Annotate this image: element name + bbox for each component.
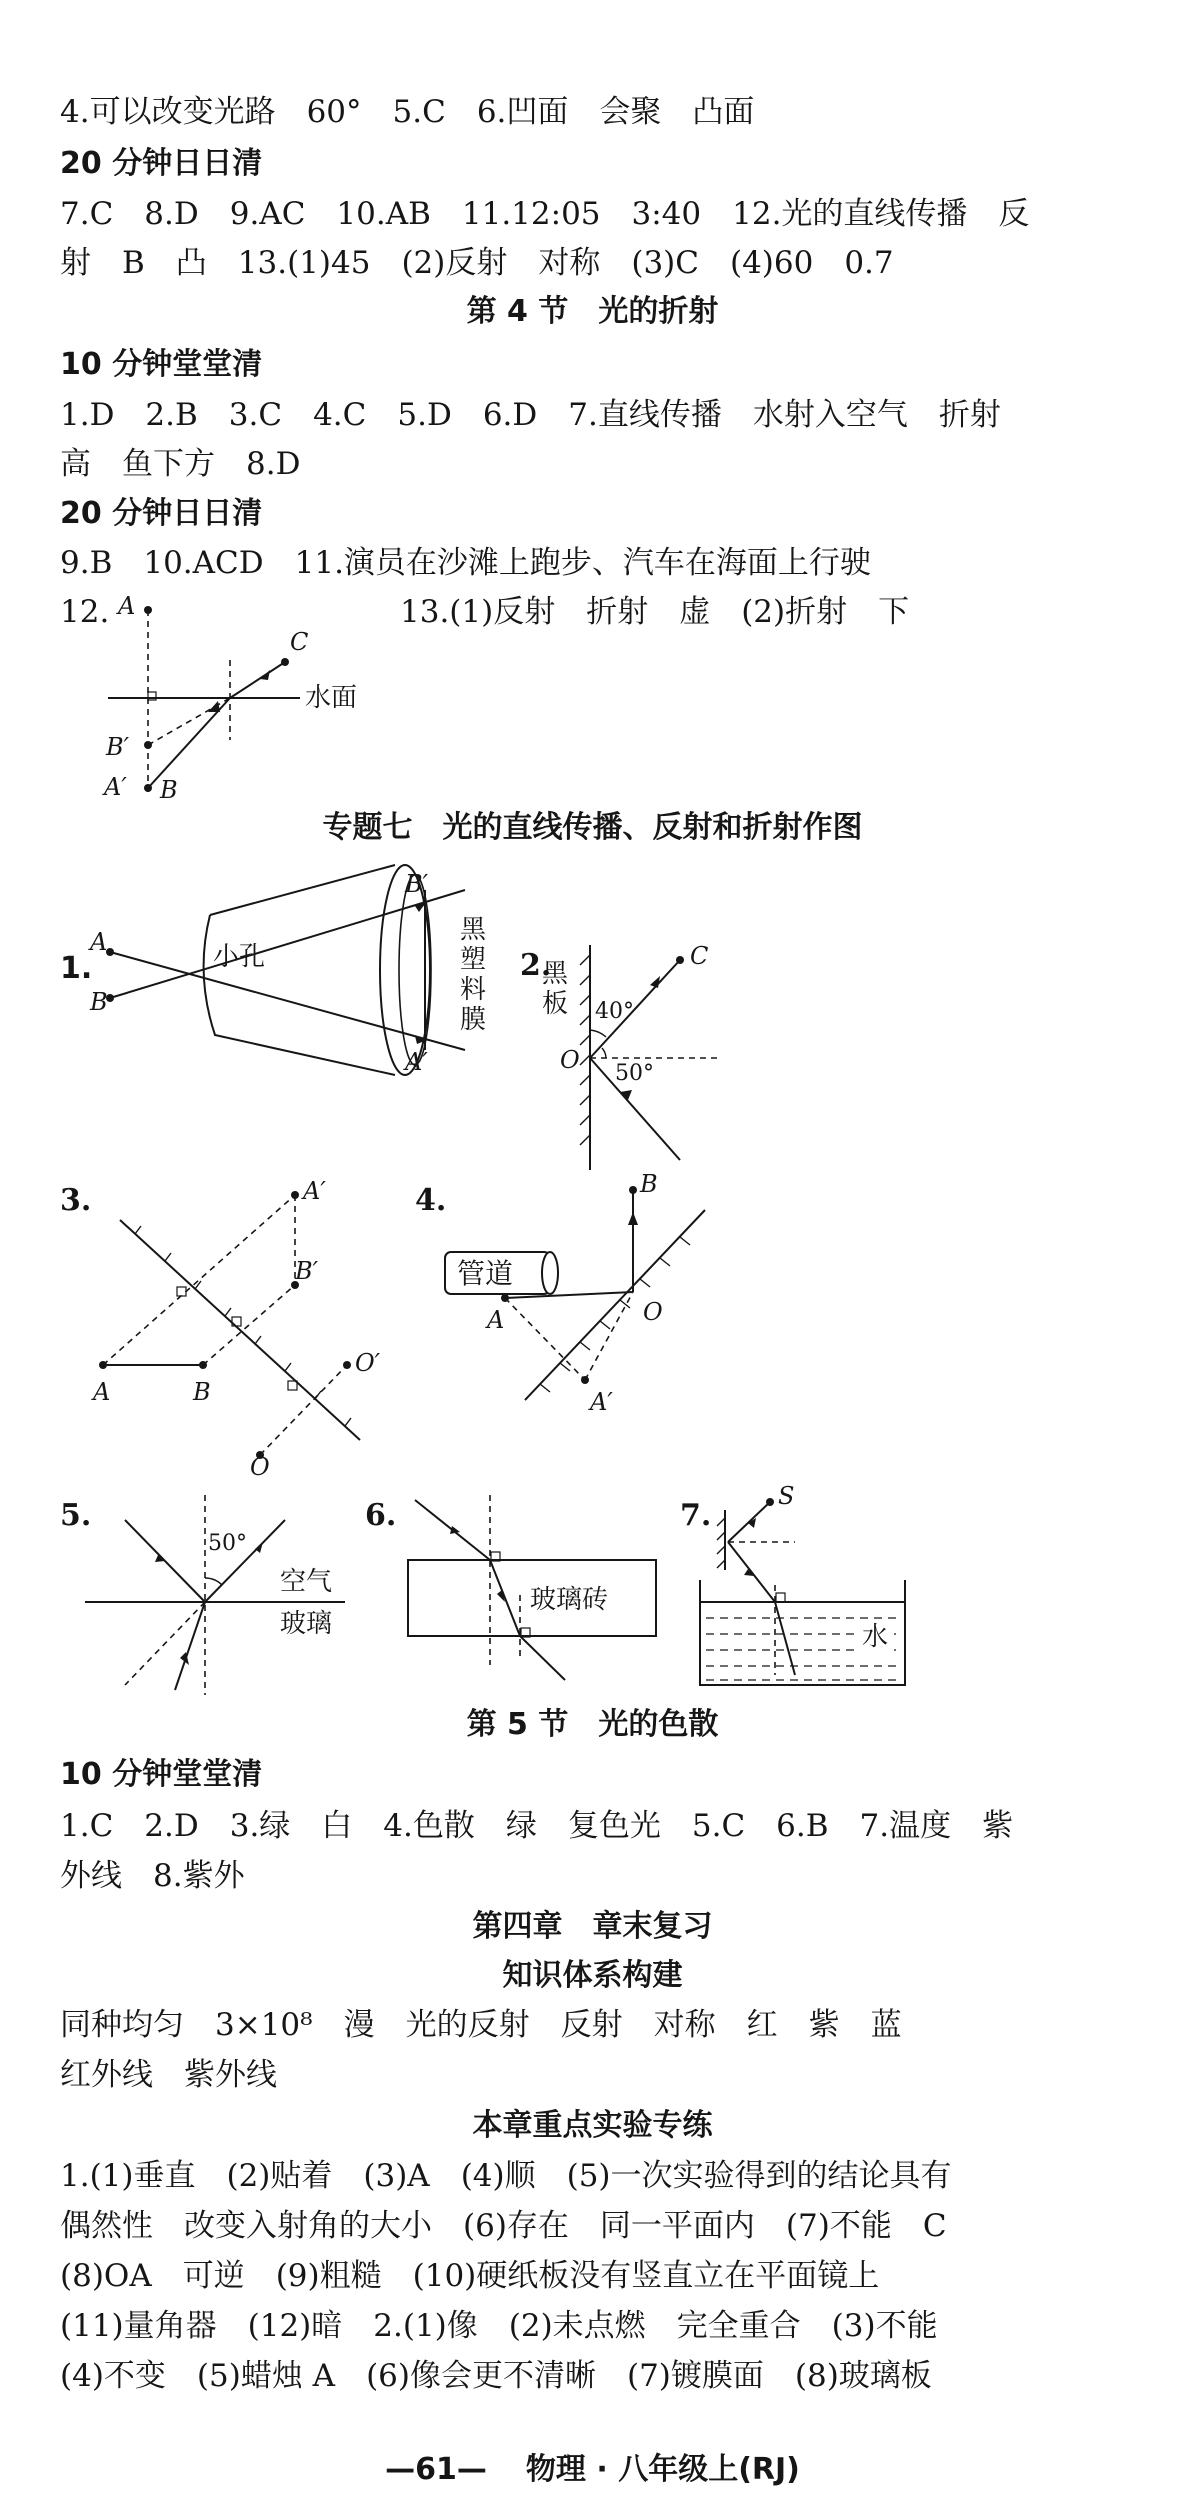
label-B: B xyxy=(160,776,178,804)
label-angle-40: 40° xyxy=(595,999,634,1024)
label-glass-brick: 玻璃砖 xyxy=(530,1585,609,1615)
label-board-2: 板 xyxy=(542,989,569,1019)
answer-line-9: 同种均匀 3×10⁸ 漫 光的反射 反射 对称 红 紫 蓝 xyxy=(60,2007,902,2043)
answer-line-15: (4)不变 (5)蜡烛 A (6)像会更不清晰 (7)镀膜面 (8)玻璃板 xyxy=(60,2358,932,2394)
subject-label: 物理 · 八年级上(RJ) xyxy=(525,2452,800,2487)
label-B-prime: B′ xyxy=(106,733,130,761)
label-A: A xyxy=(487,1306,505,1334)
page-footer xyxy=(0,2450,1185,2490)
label-O: O xyxy=(643,1298,663,1326)
label-glass: 玻璃 xyxy=(280,1609,333,1639)
label-B-prime: B′ xyxy=(295,1257,319,1285)
answer-line-11: 1.(1)垂直 (2)贴着 (3)A (4)顺 (5)一次实验得到的结论具有 xyxy=(60,2158,952,2194)
label-pipe: 管道 xyxy=(457,1257,514,1290)
section-heading-4: 第 4 节 光的折射 xyxy=(466,294,719,329)
label-A-prime: A′ xyxy=(590,1388,613,1416)
section-heading-5: 第 5 节 光的色散 xyxy=(466,1707,719,1742)
subheading-20min-2: 20 分钟日日清 xyxy=(60,496,263,531)
label-film-3: 料 xyxy=(460,975,487,1005)
label-C: C xyxy=(690,942,709,970)
label-film-1: 黑 xyxy=(460,915,487,945)
label-water: 水 xyxy=(862,1622,889,1652)
label-B: B xyxy=(193,1378,211,1406)
label-air: 空气 xyxy=(280,1567,333,1597)
answer-line-13: 13.(1)反射 折射 虚 (2)折射 下 xyxy=(400,594,910,630)
fig5-number: 5. xyxy=(60,1498,92,1533)
label-A-prime: A′ xyxy=(104,773,127,801)
label-film-4: 膜 xyxy=(460,1005,487,1035)
label-angle-50: 50° xyxy=(615,1061,654,1086)
label-C: C xyxy=(290,628,309,656)
label-O: O xyxy=(560,1046,580,1074)
label-A: A xyxy=(90,928,108,956)
figure-topic-2 xyxy=(520,940,840,1170)
label-A: A xyxy=(93,1378,111,1406)
figure-topic-3 xyxy=(55,1175,415,1481)
label-A-prime: A′ xyxy=(303,1177,326,1205)
label-A-prime: A′ xyxy=(405,1048,428,1076)
label-O-prime: O′ xyxy=(355,1349,381,1377)
question-12-label: 12. xyxy=(60,594,110,630)
label-pinhole: 小孔 xyxy=(213,942,266,972)
answer-line-5: 高 鱼下方 8.D xyxy=(60,446,301,482)
figure-12 xyxy=(100,592,400,810)
answer-line-6: 9.B 10.ACD 11.演员在沙滩上跑步、汽车在海面上行驶 xyxy=(60,545,871,581)
subheading-20min-1: 20 分钟日日清 xyxy=(60,146,263,181)
key-experiments-heading: 本章重点实验专练 xyxy=(472,2108,713,2143)
answer-line-7: 1.C 2.D 3.绿 白 4.色散 绿 复色光 5.C 6.B 7.温度 紫 xyxy=(60,1808,1014,1844)
label-B: B xyxy=(640,1170,658,1198)
label-film-2: 塑 xyxy=(460,945,487,975)
page-number: —61— xyxy=(385,2452,487,2487)
label-board-1: 黑 xyxy=(542,959,569,989)
label-O: O xyxy=(250,1453,270,1481)
label-B: B xyxy=(90,988,108,1016)
answer-line-1: 4.可以改变光路 60° 5.C 6.凹面 会聚 凸面 xyxy=(60,94,755,130)
figure-topic-1 xyxy=(55,860,525,1100)
figure-topic-6 xyxy=(360,1490,680,1700)
label-angle-50: 50° xyxy=(208,1531,247,1556)
figure-topic-7 xyxy=(670,1482,930,1700)
answer-line-13b: (8)OA 可逆 (9)粗糙 (10)硬纸板没有竖直立在平面镜上 xyxy=(60,2258,880,2294)
knowledge-system-heading: 知识体系构建 xyxy=(502,1958,683,1993)
label-B-prime: B′ xyxy=(405,870,429,898)
answer-line-10: 红外线 紫外线 xyxy=(60,2057,277,2093)
figure-topic-5 xyxy=(55,1490,375,1700)
label-A: A xyxy=(118,592,136,620)
subheading-10min-2: 10 分钟堂堂清 xyxy=(60,1757,263,1792)
chapter-review-heading: 第四章 章末复习 xyxy=(472,1909,713,1944)
topic-heading-7: 专题七 光的直线传播、反射和折射作图 xyxy=(322,810,863,845)
fig2-number: 2. xyxy=(520,948,552,983)
fig4-number: 4. xyxy=(415,1183,447,1218)
answer-line-12: 偶然性 改变入射角的大小 (6)存在 同一平面内 (7)不能 C xyxy=(60,2208,947,2244)
label-water-surface: 水面 xyxy=(305,683,358,713)
answer-line-14: (11)量角器 (12)暗 2.(1)像 (2)未点燃 完全重合 (3)不能 xyxy=(60,2308,938,2344)
answer-line-4: 1.D 2.B 3.C 4.C 5.D 6.D 7.直线传播 水射入空气 折射 xyxy=(60,397,1001,433)
answer-line-2: 7.C 8.D 9.AC 10.AB 11.12:05 3:40 12.光的直线传播 反 xyxy=(60,196,1030,232)
fig3-number: 3. xyxy=(60,1183,92,1218)
fig6-number: 6. xyxy=(365,1498,397,1533)
subheading-10min-1: 10 分钟堂堂清 xyxy=(60,347,263,382)
answer-line-3: 射 B 凸 13.(1)45 (2)反射 对称 (3)C (4)60 0.7 xyxy=(60,245,894,281)
figure-topic-4 xyxy=(405,1170,735,1460)
answer-line-8: 外线 8.紫外 xyxy=(60,1858,245,1894)
fig1-number: 1. xyxy=(60,951,93,986)
fig7-number: 7. xyxy=(680,1498,712,1533)
label-S: S xyxy=(778,1482,795,1510)
